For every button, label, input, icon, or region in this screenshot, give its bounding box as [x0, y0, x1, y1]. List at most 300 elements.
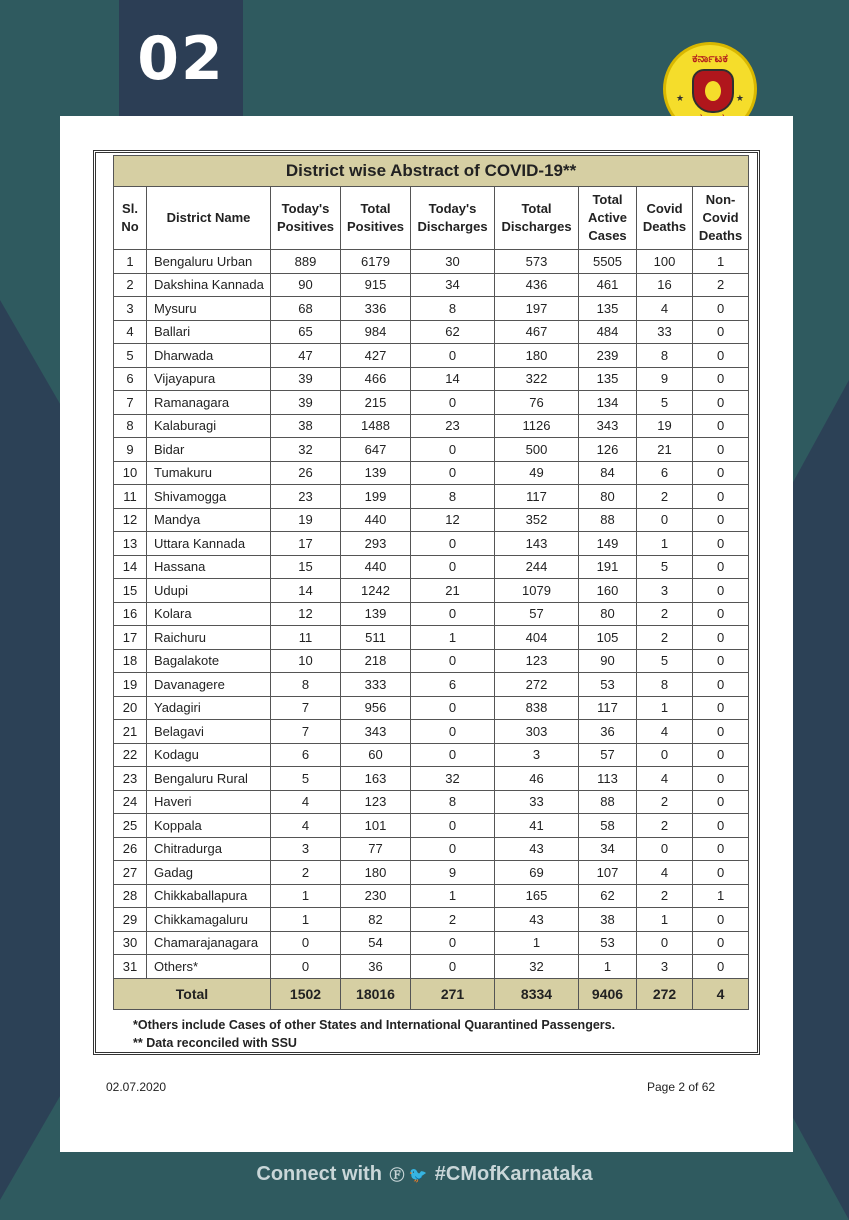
table-cell: 4	[271, 814, 341, 838]
total-cell: 1502	[271, 978, 341, 1009]
table-row	[114, 555, 749, 579]
table-row	[114, 391, 749, 415]
table-cell: 484	[579, 320, 637, 344]
table-cell: 1	[637, 532, 693, 556]
table-cell: 58	[579, 814, 637, 838]
table-cell: 0	[411, 438, 495, 462]
table-row	[114, 814, 749, 838]
table-cell: 90	[271, 273, 341, 297]
table-cell: 4	[637, 297, 693, 321]
table-cell: 21	[411, 579, 495, 603]
total-label: Total	[114, 978, 271, 1009]
table-cell: 466	[341, 367, 411, 391]
table-cell: 53	[579, 931, 637, 955]
table-cell: 7	[271, 720, 341, 744]
table-row	[114, 908, 749, 932]
column-header: Total Positives	[341, 187, 411, 250]
table-cell: 0	[271, 955, 341, 979]
table-cell: 5505	[579, 250, 637, 274]
table-row	[114, 696, 749, 720]
table-row	[114, 461, 749, 485]
table-cell: 2	[637, 602, 693, 626]
district-name-cell: Mysuru	[147, 297, 271, 321]
table-cell: 126	[579, 438, 637, 462]
table-cell: 17	[271, 532, 341, 556]
table-cell: 0	[271, 931, 341, 955]
table-cell: 9	[637, 367, 693, 391]
table-cell: 2	[693, 273, 749, 297]
table-cell: 9	[411, 861, 495, 885]
table-cell: 4	[271, 790, 341, 814]
table-cell: 984	[341, 320, 411, 344]
table-cell: 24	[114, 790, 147, 814]
table-cell: 3	[637, 579, 693, 603]
table-cell: 47	[271, 344, 341, 368]
table-cell: 57	[495, 602, 579, 626]
table-cell: 0	[637, 837, 693, 861]
district-name-cell: Hassana	[147, 555, 271, 579]
footer-hashtag: #CMofKarnataka	[434, 1163, 593, 1185]
table-cell: 5	[637, 391, 693, 415]
table-cell: 0	[411, 344, 495, 368]
table-cell: 218	[341, 649, 411, 673]
district-name-cell: Koppala	[147, 814, 271, 838]
table-cell: 12	[271, 602, 341, 626]
district-name-cell: Bagalakote	[147, 649, 271, 673]
table-cell: 19	[114, 673, 147, 697]
table-cell: 34	[411, 273, 495, 297]
table-cell: 0	[693, 344, 749, 368]
table-cell: 838	[495, 696, 579, 720]
table-cell: 80	[579, 602, 637, 626]
total-row	[114, 978, 749, 1009]
table-cell: 82	[341, 908, 411, 932]
district-name-cell: Udupi	[147, 579, 271, 603]
table-cell: 0	[693, 931, 749, 955]
table-body	[114, 250, 749, 979]
total-cell: 18016	[341, 978, 411, 1009]
table-row	[114, 649, 749, 673]
table-cell: 135	[579, 297, 637, 321]
table-row	[114, 579, 749, 603]
table-row	[114, 414, 749, 438]
table-row	[114, 720, 749, 744]
table-cell: 3	[637, 955, 693, 979]
table-cell: 135	[579, 367, 637, 391]
table-cell: 4	[637, 720, 693, 744]
table-cell: 6	[271, 743, 341, 767]
table-cell: 5	[114, 344, 147, 368]
district-name-cell: Yadagiri	[147, 696, 271, 720]
total-cell: 9406	[579, 978, 637, 1009]
table-row	[114, 485, 749, 509]
table-cell: 4	[637, 767, 693, 791]
total-cell: 272	[637, 978, 693, 1009]
table-cell: 230	[341, 884, 411, 908]
table-cell: 0	[411, 955, 495, 979]
table-cell: 28	[114, 884, 147, 908]
table-cell: 29	[114, 908, 147, 932]
table-cell: 14	[411, 367, 495, 391]
table-cell: 43	[495, 908, 579, 932]
table-cell: 149	[579, 532, 637, 556]
table-cell: 0	[411, 696, 495, 720]
table-cell: 0	[693, 555, 749, 579]
table-cell: 62	[579, 884, 637, 908]
star-icon: ★	[676, 93, 685, 103]
table-cell: 0	[693, 391, 749, 415]
table-cell: 3	[495, 743, 579, 767]
table-cell: 440	[341, 508, 411, 532]
table-cell: 38	[579, 908, 637, 932]
table-cell: 352	[495, 508, 579, 532]
table-cell: 139	[341, 461, 411, 485]
district-name-cell: Ramanagara	[147, 391, 271, 415]
table-cell: 4	[114, 320, 147, 344]
table-cell: 0	[693, 743, 749, 767]
table-cell: 160	[579, 579, 637, 603]
table-cell: 293	[341, 532, 411, 556]
district-name-cell: Gadag	[147, 861, 271, 885]
table-cell: 107	[579, 861, 637, 885]
table-cell: 8	[114, 414, 147, 438]
table-cell: 0	[693, 696, 749, 720]
district-name-cell: Bidar	[147, 438, 271, 462]
total-cell: 4	[693, 978, 749, 1009]
table-cell: 0	[693, 438, 749, 462]
table-cell: 101	[341, 814, 411, 838]
table-row	[114, 884, 749, 908]
district-name-cell: Chikkamagaluru	[147, 908, 271, 932]
table-cell: 65	[271, 320, 341, 344]
table-cell: 1	[271, 908, 341, 932]
table-cell: 33	[495, 790, 579, 814]
table-cell: 0	[411, 837, 495, 861]
table-cell: 0	[693, 626, 749, 650]
table-cell: 139	[341, 602, 411, 626]
table-cell: 26	[114, 837, 147, 861]
table-cell: 32	[411, 767, 495, 791]
table-cell: 404	[495, 626, 579, 650]
table-cell: 461	[579, 273, 637, 297]
table-cell: 36	[341, 955, 411, 979]
column-header: Covid Deaths	[637, 187, 693, 250]
table-cell: 1	[114, 250, 147, 274]
page-number-badge: 02	[119, 0, 243, 118]
table-cell: 1	[271, 884, 341, 908]
district-name-cell: Kolara	[147, 602, 271, 626]
table-cell: 0	[693, 837, 749, 861]
table-cell: 0	[693, 414, 749, 438]
table-cell: 6	[114, 367, 147, 391]
table-cell: 20	[114, 696, 147, 720]
table-cell: 500	[495, 438, 579, 462]
table-cell: 343	[341, 720, 411, 744]
table-cell: 30	[411, 250, 495, 274]
table-cell: 215	[341, 391, 411, 415]
table-cell: 13	[114, 532, 147, 556]
table-cell: 0	[637, 743, 693, 767]
table-cell: 0	[411, 720, 495, 744]
table-cell: 0	[693, 485, 749, 509]
table-cell: 60	[341, 743, 411, 767]
covid-district-table	[113, 155, 749, 1010]
column-header: Sl. No	[114, 187, 147, 250]
table-cell: 14	[271, 579, 341, 603]
table-cell: 18	[114, 649, 147, 673]
header-row	[114, 187, 749, 250]
table-cell: 336	[341, 297, 411, 321]
district-name-cell: Others*	[147, 955, 271, 979]
table-cell: 2	[637, 790, 693, 814]
table-cell: 0	[693, 673, 749, 697]
district-name-cell: Davanagere	[147, 673, 271, 697]
table-cell: 191	[579, 555, 637, 579]
table-cell: 21	[114, 720, 147, 744]
table-cell: 0	[411, 814, 495, 838]
table-cell: 32	[271, 438, 341, 462]
table-cell: 46	[495, 767, 579, 791]
report-date: 02.07.2020	[106, 1080, 167, 1094]
table-cell: 117	[495, 485, 579, 509]
table-cell: 427	[341, 344, 411, 368]
table-cell: 100	[637, 250, 693, 274]
table-row	[114, 273, 749, 297]
district-name-cell: Uttara Kannada	[147, 532, 271, 556]
table-cell: 8	[411, 790, 495, 814]
table-cell: 8	[271, 673, 341, 697]
table-cell: 0	[693, 461, 749, 485]
table-cell: 39	[271, 367, 341, 391]
table-cell: 19	[271, 508, 341, 532]
table-cell: 0	[411, 931, 495, 955]
table-cell: 573	[495, 250, 579, 274]
table-cell: 32	[495, 955, 579, 979]
table-cell: 36	[579, 720, 637, 744]
table-cell: 8	[637, 673, 693, 697]
table-cell: 1	[495, 931, 579, 955]
table-cell: 2	[637, 814, 693, 838]
table-cell: 1242	[341, 579, 411, 603]
table-cell: 31	[114, 955, 147, 979]
facebook-icon: Ⓕ	[389, 1167, 405, 1185]
footnote-ssu: ** Data reconciled with SSU	[133, 1036, 297, 1050]
table-cell: 956	[341, 696, 411, 720]
table-cell: 4	[637, 861, 693, 885]
table-cell: 10	[114, 461, 147, 485]
table-cell: 1	[411, 626, 495, 650]
table-cell: 239	[579, 344, 637, 368]
table-cell: 511	[341, 626, 411, 650]
table-cell: 5	[637, 649, 693, 673]
district-name-cell: Kodagu	[147, 743, 271, 767]
district-name-cell: Dharwada	[147, 344, 271, 368]
table-cell: 272	[495, 673, 579, 697]
table-row	[114, 250, 749, 274]
district-name-cell: Dakshina Kannada	[147, 273, 271, 297]
district-name-cell: Vijayapura	[147, 367, 271, 391]
footer-text: Connect with	[256, 1163, 382, 1185]
table-cell: 10	[271, 649, 341, 673]
table-cell: 16	[637, 273, 693, 297]
table-cell: 39	[271, 391, 341, 415]
table-cell: 440	[341, 555, 411, 579]
table-cell: 30	[114, 931, 147, 955]
table-cell: 77	[341, 837, 411, 861]
table-cell: 15	[271, 555, 341, 579]
table-row	[114, 767, 749, 791]
table-cell: 1	[579, 955, 637, 979]
table-cell: 69	[495, 861, 579, 885]
table-cell: 84	[579, 461, 637, 485]
table-cell: 303	[495, 720, 579, 744]
table-cell: 5	[637, 555, 693, 579]
table-cell: 53	[579, 673, 637, 697]
table-cell: 123	[495, 649, 579, 673]
table-cell: 11	[271, 626, 341, 650]
table-row	[114, 861, 749, 885]
table-cell: 1488	[341, 414, 411, 438]
table-cell: 6	[637, 461, 693, 485]
table-cell: 180	[341, 861, 411, 885]
district-name-cell: Chamarajanagara	[147, 931, 271, 955]
table-cell: 2	[637, 626, 693, 650]
table-cell: 21	[637, 438, 693, 462]
table-row	[114, 344, 749, 368]
table-cell: 2	[637, 485, 693, 509]
district-name-cell: Mandya	[147, 508, 271, 532]
district-name-cell: Chikkaballapura	[147, 884, 271, 908]
table-cell: 62	[411, 320, 495, 344]
table-cell: 17	[114, 626, 147, 650]
table-cell: 76	[495, 391, 579, 415]
table-cell: 90	[579, 649, 637, 673]
table-cell: 80	[579, 485, 637, 509]
table-cell: 33	[637, 320, 693, 344]
table-cell: 0	[693, 508, 749, 532]
table-row	[114, 955, 749, 979]
table-cell: 57	[579, 743, 637, 767]
table-cell: 0	[693, 367, 749, 391]
table-cell: 15	[114, 579, 147, 603]
column-header: District Name	[147, 187, 271, 250]
total-cell: 271	[411, 978, 495, 1009]
table-cell: 41	[495, 814, 579, 838]
table-cell: 0	[693, 790, 749, 814]
table-cell: 25	[114, 814, 147, 838]
table-cell: 12	[411, 508, 495, 532]
table-cell: 117	[579, 696, 637, 720]
table-cell: 436	[495, 273, 579, 297]
table-cell: 0	[411, 602, 495, 626]
table-row	[114, 508, 749, 532]
table-cell: 0	[411, 461, 495, 485]
table-cell: 23	[411, 414, 495, 438]
table-cell: 2	[271, 861, 341, 885]
page-label: Page 2 of 62	[647, 1080, 716, 1094]
table-title: District wise Abstract of COVID-19**	[114, 156, 749, 187]
district-name-cell: Kalaburagi	[147, 414, 271, 438]
table-cell: 3	[114, 297, 147, 321]
column-header: Total Active Cases	[579, 187, 637, 250]
table-row	[114, 837, 749, 861]
table-cell: 9	[114, 438, 147, 462]
district-name-cell: Chitradurga	[147, 837, 271, 861]
district-name-cell: Ballari	[147, 320, 271, 344]
table-cell: 8	[637, 344, 693, 368]
table-cell: 7	[114, 391, 147, 415]
table-cell: 3	[271, 837, 341, 861]
table-cell: 647	[341, 438, 411, 462]
table-cell: 0	[693, 814, 749, 838]
table-cell: 23	[271, 485, 341, 509]
footnote-others: *Others include Cases of other States and International Quarantined Passengers.	[133, 1018, 616, 1032]
table-row	[114, 602, 749, 626]
table-cell: 38	[271, 414, 341, 438]
emblem-top-text: ಕರ್ನಾಟಕ	[692, 51, 728, 65]
column-header: Total Discharges	[495, 187, 579, 250]
table-cell: 14	[114, 555, 147, 579]
table-cell: 0	[693, 861, 749, 885]
table-cell: 0	[693, 908, 749, 932]
table-cell: 34	[579, 837, 637, 861]
table-cell: 12	[114, 508, 147, 532]
table-cell: 1	[637, 696, 693, 720]
table-cell: 180	[495, 344, 579, 368]
district-name-cell: Raichuru	[147, 626, 271, 650]
table-cell: 889	[271, 250, 341, 274]
district-name-cell: Belagavi	[147, 720, 271, 744]
table-cell: 88	[579, 508, 637, 532]
table-row	[114, 367, 749, 391]
table-cell: 333	[341, 673, 411, 697]
table-cell: 123	[341, 790, 411, 814]
table-cell: 0	[411, 391, 495, 415]
table-row	[114, 532, 749, 556]
column-header: Non-Covid Deaths	[693, 187, 749, 250]
table-cell: 113	[579, 767, 637, 791]
table-cell: 467	[495, 320, 579, 344]
table-cell: 22	[114, 743, 147, 767]
table-row	[114, 673, 749, 697]
district-name-cell: Tumakuru	[147, 461, 271, 485]
table-cell: 2	[637, 884, 693, 908]
table-row	[114, 438, 749, 462]
table-cell: 7	[271, 696, 341, 720]
table-cell: 8	[411, 485, 495, 509]
column-header: Today's Discharges	[411, 187, 495, 250]
total-cell: 8334	[495, 978, 579, 1009]
table-cell: 1	[411, 884, 495, 908]
table-cell: 27	[114, 861, 147, 885]
table-cell: 0	[411, 532, 495, 556]
table-row	[114, 626, 749, 650]
table-cell: 134	[579, 391, 637, 415]
table-cell: 0	[411, 743, 495, 767]
table-cell: 0	[411, 649, 495, 673]
table-cell: 343	[579, 414, 637, 438]
table-cell: 165	[495, 884, 579, 908]
table-cell: 2	[114, 273, 147, 297]
table-cell: 0	[693, 720, 749, 744]
table-cell: 26	[271, 461, 341, 485]
table-cell: 0	[637, 508, 693, 532]
table-cell: 5	[271, 767, 341, 791]
table-cell: 23	[114, 767, 147, 791]
seal-icon	[692, 69, 734, 113]
table-cell: 1	[693, 884, 749, 908]
table-cell: 11	[114, 485, 147, 509]
